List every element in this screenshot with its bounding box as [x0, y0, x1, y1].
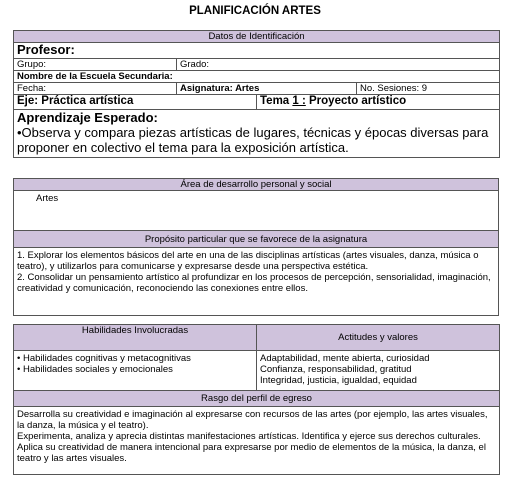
tema-field [257, 95, 500, 110]
identification-header: Datos de Identificación [14, 31, 500, 43]
rasgo-cell [14, 407, 500, 475]
rasgo-p2: Experimenta, analiza y aprecia distintas manifestaciones artísticas. Identifica y ejerce sus derechos culturales. Aplica su creatividad de manera intencional para expresarse por medio de elementos de la música, la danza, el teatro y las artes visuales. [17, 431, 486, 464]
actitudes-list [257, 351, 500, 391]
aprendizaje-cell [14, 110, 500, 158]
habilidades-header: Habilidades Involucradas [14, 325, 257, 351]
proposito-p2: 2. Consolidar un pensamiento artístico al profundizar en los procesos de percepción, sensorialidad, imaginación, creatividad y comunicación, reconociendo las conexiones entre ellos. [17, 272, 491, 294]
area-value: Artes [14, 191, 499, 231]
area-proposito-table [13, 178, 499, 316]
profesor-field: Profesor: [14, 43, 500, 59]
sesiones-field: No. Sesiones: 9 [357, 83, 500, 95]
tema-number: 1 : [292, 95, 306, 107]
tema-prefix: Tema [260, 95, 293, 107]
area-header: Área de desarrollo personal y social [14, 179, 499, 191]
tema-suffix: Proyecto artístico [305, 95, 407, 107]
actitud-item: Confianza, responsabilidad, gratitud [260, 364, 412, 375]
actitudes-header: Actitudes y valores [257, 325, 500, 351]
page-title: PLANIFICACIÓN ARTES [189, 5, 321, 17]
grupo-field: Grupo: [14, 59, 177, 71]
aprendizaje-text: •Observa y compara piezas artísticas de lugares, técnicas y épocas diversas para proponer en colectivo el tema para la exposición artística. [17, 125, 489, 155]
habilidad-item: • Habilidades cognitivas y metacognitivas [17, 353, 191, 364]
fecha-field: Fecha: [14, 83, 177, 95]
proposito-cell [14, 248, 499, 316]
actitud-item: Adaptabilidad, mente abierta, curiosidad [260, 353, 430, 364]
actitud-item: Integridad, justicia, igualdad, equidad [260, 375, 417, 386]
proposito-p1: 1. Explorar los elementos básicos del arte en una de las disciplinas artísticas (artes visuales, danza, música o teatro), y utilizarlos para comunicarse y expresarse desde una perspectiva estética. [17, 250, 479, 272]
aprendizaje-title: Aprendizaje Esperado: [17, 110, 158, 125]
identification-table [13, 30, 500, 158]
proposito-header: Propósito particular que se favorece de la asignatura [14, 231, 499, 248]
habilidad-item: • Habilidades sociales y emocionales [17, 364, 173, 375]
eje-field: Eje: Práctica artística [14, 95, 257, 110]
escuela-field: Nombre de la Escuela Secundaria: [14, 71, 500, 83]
grado-field: Grado: [177, 59, 500, 71]
habilidades-table [13, 324, 500, 475]
asignatura-field: Asignatura: Artes [177, 83, 357, 95]
rasgo-header: Rasgo del perfil de egreso [14, 391, 500, 407]
habilidades-list [14, 351, 257, 391]
rasgo-p1: Desarrolla su creatividad e imaginación al expresarse con recursos de las artes (por ejemplo, las artes visuales, la danza, la música y el teatro). [17, 409, 488, 431]
